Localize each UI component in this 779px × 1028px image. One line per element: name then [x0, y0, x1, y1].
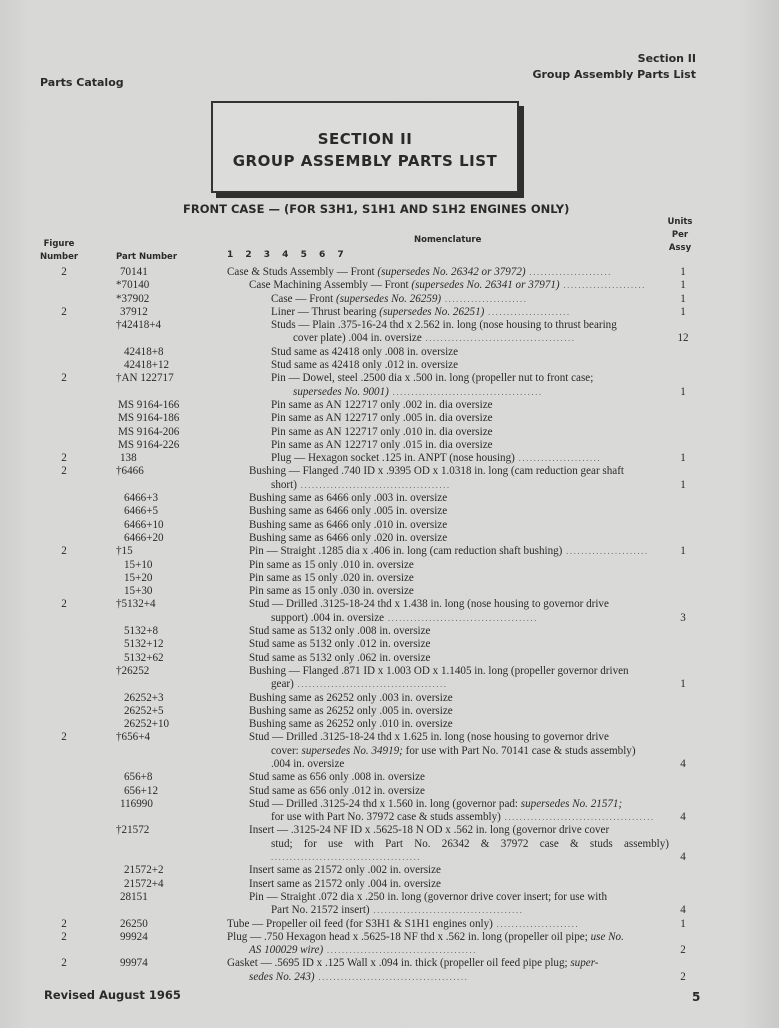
table-row: [0, 492, 779, 505]
nomenclature: [249, 492, 669, 505]
part-number: †26252: [116, 664, 150, 677]
part-number: MS 9164-186: [118, 412, 180, 425]
nomenclature-text: Pin same as AN 122717 only .010 in. dia oversize: [271, 425, 493, 438]
table-row: [0, 665, 779, 692]
column-header-units-line3: Assy: [668, 243, 692, 253]
nomenclature-text: Bushing — Flanged .740 ID x .9395 OD x 1.0318 in. long (cam reduction gear shaft: [249, 465, 624, 478]
table-row: [0, 918, 779, 931]
table-row: [0, 878, 779, 891]
nomenclature-continuation: [249, 745, 669, 758]
nomenclature-continuation: [227, 971, 669, 984]
nomenclature-text: Insert same as 21572 only .004 in. oversize: [249, 877, 441, 890]
table-row: [0, 572, 779, 585]
part-number: 42418+12: [124, 359, 170, 372]
continuation-text: Part No. 21572 insert): [271, 904, 370, 917]
nomenclature-text: Stud — Drilled .3125-18-24 thd x 1.438 in. long (nose housing to governor drive: [249, 598, 609, 611]
nomenclature-text: Stud same as 5132 only .012 in. oversize: [249, 638, 431, 651]
continuation-text: gear): [271, 678, 294, 691]
nomenclature: [271, 306, 669, 319]
nomenclature: [249, 465, 669, 492]
nomenclature-italic-note: (supersedes No. 26251): [379, 305, 485, 318]
leader-dots: ........................................: [369, 905, 524, 916]
nomenclature-text: Bushing same as 26252 only .010 in. oversize: [249, 718, 453, 731]
table-row: [0, 359, 779, 372]
list-subtitle: FRONT CASE — (FOR S3H1, S1H1 AND S1H2 ENGINES ONLY): [183, 202, 570, 216]
nomenclature-continuation: [249, 838, 669, 865]
nomenclature: [249, 718, 669, 731]
part-number: 5132+62: [124, 651, 164, 664]
part-number: †AN 122717: [116, 372, 174, 385]
nomenclature-text: Pin same as AN 122717 only .015 in. dia oversize: [271, 438, 493, 451]
units-per-assembly: 1: [680, 545, 686, 558]
table-row: [0, 306, 779, 319]
nomenclature-continuation: .004 in. oversize: [271, 757, 345, 770]
nomenclature: [271, 372, 669, 399]
nomenclature: [249, 692, 669, 705]
nomenclature: [249, 598, 669, 625]
table-row: [0, 439, 779, 452]
nomenclature: [227, 931, 669, 958]
nomenclature-text: Bushing same as 6466 only .020 in. oversize: [249, 531, 448, 544]
nomenclature: [249, 891, 669, 918]
nomenclature-text: Pin — Straight .072 dia x .250 in. long (governor drive cover insert; for use with: [249, 890, 608, 903]
table-row: [0, 731, 779, 771]
page-number: 5: [692, 990, 701, 1004]
indent-level-numbers: 1 2 3 4 5 6 7: [227, 250, 344, 260]
table-row: [0, 891, 779, 918]
table-row: [0, 585, 779, 598]
table-row: [0, 771, 779, 784]
units-per-assembly: 1: [680, 478, 686, 491]
nomenclature-text: Pin same as AN 122717 only .002 in. dia oversize: [271, 398, 493, 411]
leader-dots: ........................................: [421, 333, 576, 344]
column-header-nomenclature: Nomenclature: [414, 235, 482, 245]
part-number: 26252+3: [124, 691, 164, 704]
figure-number: 2: [61, 598, 67, 611]
column-header-figure-line1: Figure: [43, 239, 75, 249]
nomenclature-text: Stud same as 5132 only .062 in. oversize: [249, 651, 431, 664]
nomenclature: [249, 519, 669, 532]
table-row: [0, 346, 779, 359]
nomenclature: [249, 279, 669, 292]
continuation-text: stud; for use with Part No. 26342 & 37972 case & studs assembly): [271, 837, 669, 850]
nomenclature-text: Insert same as 21572 only .002 in. oversize: [249, 864, 441, 877]
part-number: 26250: [120, 917, 148, 930]
nomenclature-text: Liner — Thrust bearing: [271, 305, 380, 318]
nomenclature: [249, 572, 669, 585]
units-per-assembly: 1: [680, 292, 686, 305]
continuation-text: for use with Part No. 37972 case & studs assembly): [271, 811, 501, 824]
nomenclature-text: Stud same as 42418 only .012 in. oversize: [271, 359, 459, 372]
part-number: 116990: [120, 797, 153, 810]
nomenclature: [271, 412, 669, 425]
part-number: 656+8: [124, 771, 153, 784]
units-per-assembly: 1: [680, 917, 686, 930]
nomenclature-text: Case Machining Assembly — Front: [249, 279, 412, 292]
nomenclature-text: Bushing same as 6466 only .010 in. oversize: [249, 518, 448, 531]
part-number: 656+12: [124, 784, 158, 797]
part-number: 6466+10: [124, 518, 164, 531]
table-row: [0, 399, 779, 412]
table-row: [0, 718, 779, 731]
nomenclature-continuation: [271, 332, 669, 345]
nomenclature: [249, 864, 669, 877]
part-number: MS 9164-206: [118, 425, 180, 438]
table-row: [0, 785, 779, 798]
leader-dots: ........................................: [500, 812, 655, 823]
figure-number: 2: [61, 957, 67, 970]
table-row: [0, 692, 779, 705]
nomenclature: [271, 293, 669, 306]
figure-number: 2: [61, 372, 67, 385]
nomenclature-italic-note: super-: [570, 957, 599, 970]
part-number: 21572+4: [124, 877, 164, 890]
leader-dots: ......................: [562, 546, 649, 557]
nomenclature: [271, 426, 669, 439]
nomenclature-continuation: [249, 612, 669, 625]
part-number: MS 9164-226: [118, 438, 180, 451]
nomenclature-text: Stud same as 42418 only .008 in. oversize: [271, 345, 459, 358]
units-per-assembly: 1: [680, 279, 686, 292]
leader-dots: ......................: [559, 280, 646, 291]
nomenclature-text: Gasket — .5695 ID x .125 Wall x .094 in. thick (propeller oil feed pipe plug;: [227, 957, 571, 970]
leader-dots: ........................................: [296, 479, 451, 490]
nomenclature: [271, 359, 669, 372]
units-per-assembly: 2: [680, 970, 686, 983]
nomenclature: [249, 731, 669, 771]
table-row: [0, 598, 779, 625]
column-header-figure-line2: Number: [40, 252, 79, 262]
part-number: 15+10: [124, 558, 153, 571]
part-number: 26252+10: [124, 718, 170, 731]
table-row: [0, 266, 779, 279]
leader-dots: ........................................: [293, 679, 448, 690]
table-row: [0, 426, 779, 439]
part-number: 70141: [120, 266, 148, 278]
leader-dots: ........................................: [388, 386, 543, 397]
continuation-text: short): [271, 478, 297, 491]
nomenclature-text: Pin same as 15 only .030 in. oversize: [249, 585, 414, 598]
leader-dots: ......................: [441, 293, 528, 304]
units-per-assembly: 2: [680, 944, 686, 957]
figure-number: 2: [61, 545, 67, 558]
nomenclature: [249, 625, 669, 638]
nomenclature: [249, 545, 669, 558]
nomenclature: [249, 665, 669, 692]
continuation-text: cover plate) .004 in. oversize: [293, 332, 422, 345]
nomenclature-italic-note: (supersedes No. 26341 or 37971): [411, 279, 560, 292]
leader-dots: ......................: [492, 918, 580, 929]
nomenclature-text: Pin same as 15 only .010 in. oversize: [249, 558, 414, 571]
part-number: *37902: [116, 292, 150, 305]
column-header-units-line2: Per: [671, 230, 689, 240]
table-row: [0, 864, 779, 877]
units-per-assembly: 1: [680, 678, 686, 691]
nomenclature: [271, 399, 669, 412]
leader-dots: ......................: [484, 306, 571, 317]
table-row: [0, 824, 779, 864]
figure-number: 2: [61, 917, 67, 930]
nomenclature-text: Stud same as 656 only .012 in. oversize: [249, 784, 425, 797]
table-row: [0, 279, 779, 292]
nomenclature-continuation: [249, 479, 669, 492]
leader-dots: ........................................: [323, 945, 477, 956]
figure-number: 2: [61, 266, 67, 278]
part-number: 6466+5: [124, 505, 158, 518]
nomenclature: [249, 878, 669, 891]
section-title: GROUP ASSEMBLY PARTS LIST: [232, 152, 498, 170]
nomenclature-text: Pin same as 15 only .020 in. oversize: [249, 571, 414, 584]
parts-list: [0, 266, 779, 984]
part-number: †15: [116, 545, 133, 558]
table-row: [0, 559, 779, 572]
header-section-label: Section II: [637, 52, 696, 65]
running-header-left: Parts Catalog: [40, 76, 124, 89]
nomenclature-text: Plug — Hexagon socket .125 in. ANPT (nose housing): [271, 452, 515, 465]
nomenclature-text: Studs — Plain .375-16-24 thd x 2.562 in. long (nose housing to thrust bearing: [271, 319, 617, 332]
section-title-box: [211, 101, 519, 193]
nomenclature-continuation: [271, 386, 669, 399]
nomenclature: [271, 439, 669, 452]
nomenclature: [249, 638, 669, 651]
figure-number: 2: [61, 452, 67, 465]
part-number: †6466: [116, 465, 144, 478]
units-per-assembly: 3: [680, 611, 686, 624]
nomenclature: [249, 798, 669, 825]
part-number: 15+20: [124, 571, 153, 584]
nomenclature-continuation: [249, 678, 669, 691]
continuation-italic-note: sedes No. 243): [249, 970, 315, 983]
table-row: [0, 931, 779, 958]
nomenclature-text: Bushing — Flanged .871 ID x 1.003 OD x 1.1405 in. long (propeller governor driven: [249, 664, 629, 677]
figure-number: 2: [61, 731, 67, 744]
nomenclature-text: Bushing same as 26252 only .003 in. oversize: [249, 691, 453, 704]
units-per-assembly: 4: [680, 851, 686, 864]
nomenclature-text: Stud — Drilled .3125-18-24 thd x 1.625 in. long (nose housing to governor drive: [249, 731, 609, 744]
figure-number: 2: [61, 465, 67, 478]
nomenclature-continuation: [249, 811, 669, 824]
nomenclature-text: Pin same as AN 122717 only .005 in. dia oversize: [271, 412, 493, 425]
nomenclature: [271, 319, 669, 346]
column-header-figure: [40, 238, 78, 264]
leader-dots: ........................................: [314, 971, 469, 982]
units-per-assembly: 1: [680, 452, 686, 465]
nomenclature: [249, 532, 669, 545]
part-number: 99974: [120, 957, 148, 970]
nomenclature-text: Plug — .750 Hexagon head x .5625-18 NF thd x .562 in. long (propeller oil pipe;: [227, 930, 591, 943]
units-per-assembly: 1: [680, 305, 686, 318]
table-row: [0, 638, 779, 651]
part-number: †21572: [116, 824, 150, 837]
part-number: 6466+20: [124, 531, 164, 544]
part-number: †5132+4: [116, 598, 156, 611]
units-per-assembly: 4: [680, 757, 686, 770]
table-row: [0, 652, 779, 665]
part-number: 28151: [120, 890, 148, 903]
nomenclature-text: Bushing same as 26252 only .005 in. oversize: [249, 704, 453, 717]
revision-date: Revised August 1965: [44, 988, 181, 1002]
part-number: *70140: [116, 279, 150, 292]
part-number: 99924: [120, 930, 148, 943]
table-row: [0, 465, 779, 492]
table-row: [0, 545, 779, 558]
leader-dots: ........................................: [384, 612, 538, 623]
nomenclature-text: Case & Studs Assembly — Front: [227, 266, 378, 278]
nomenclature-text: Insert — .3125-24 NF ID x .5625-18 N OD x .562 in. long (governor drive cover: [249, 824, 610, 837]
part-number: 15+30: [124, 585, 153, 598]
part-number: 138: [120, 452, 137, 465]
nomenclature-text: Stud same as 5132 only .008 in. oversize: [249, 625, 431, 638]
part-number: 5132+8: [124, 625, 158, 638]
continuation-italic-note: supersedes No. 34919;: [301, 744, 403, 757]
section-number: SECTION II: [317, 130, 413, 148]
nomenclature: [249, 559, 669, 572]
part-number: †656+4: [116, 731, 150, 744]
nomenclature-text: Bushing same as 6466 only .003 in. oversize: [249, 492, 448, 505]
leader-dots: ......................: [514, 453, 602, 464]
part-number: 6466+3: [124, 492, 158, 505]
nomenclature: [249, 585, 669, 598]
nomenclature-text: Pin — Straight .1285 dia x .406 in. long (cam reduction shaft bushing): [249, 545, 563, 558]
nomenclature-continuation: [227, 944, 669, 957]
figure-number: 2: [61, 930, 67, 943]
part-number: MS 9164-166: [118, 398, 180, 411]
leader-dots: ........................................: [271, 852, 421, 863]
part-number: 26252+5: [124, 704, 164, 717]
part-number: 5132+12: [124, 638, 164, 651]
table-row: [0, 519, 779, 532]
column-header-part-number: Part Number: [116, 252, 178, 262]
units-per-assembly: 12: [677, 332, 689, 345]
units-per-assembly: 4: [680, 904, 686, 917]
nomenclature: [271, 452, 669, 465]
units-per-assembly: 4: [680, 811, 686, 824]
continuation-text: cover:: [271, 744, 302, 757]
table-row: [0, 412, 779, 425]
running-header-right: [532, 51, 696, 83]
part-number: 21572+2: [124, 864, 164, 877]
continuation-italic-note: supersedes No. 9001): [293, 385, 389, 398]
continuation-text: for use with Part No. 70141 case & studs assembly): [402, 744, 636, 757]
nomenclature: [249, 824, 669, 864]
nomenclature: [249, 505, 669, 518]
table-row: [0, 319, 779, 346]
nomenclature: [249, 785, 669, 798]
nomenclature-text: Tube — Propeller oil feed (for S3H1 & S1H1 engines only): [227, 917, 493, 930]
nomenclature: [227, 266, 669, 279]
table-row: [0, 625, 779, 638]
table-row: [0, 957, 779, 984]
table-row: [0, 705, 779, 718]
continuation-italic-note: AS 100029 wire): [249, 944, 324, 957]
continuation-text: support) .004 in. oversize: [271, 611, 385, 624]
nomenclature: [249, 652, 669, 665]
nomenclature: [227, 957, 669, 984]
nomenclature-text: Stud same as 656 only .008 in. oversize: [249, 771, 425, 784]
nomenclature-italic-note: supersedes No. 21571;: [520, 797, 623, 810]
nomenclature-text: Stud — Drilled .3125-24 thd x 1.560 in. long (governor pad:: [249, 797, 521, 810]
nomenclature-italic-note: (supersedes No. 26259): [336, 292, 442, 305]
figure-number: 2: [61, 305, 67, 318]
part-number: 42418+8: [124, 345, 164, 358]
column-header-units: [664, 216, 696, 255]
nomenclature: [271, 346, 669, 359]
nomenclature-italic-note: use No.: [590, 930, 624, 943]
table-row: [0, 293, 779, 306]
column-header-units-line1: Units: [667, 217, 693, 227]
header-section-title: Group Assembly Parts List: [532, 68, 696, 81]
nomenclature: [249, 705, 669, 718]
part-number: †42418+4: [116, 319, 162, 332]
units-per-assembly: 1: [680, 266, 686, 278]
nomenclature-text: Bushing same as 6466 only .005 in. oversize: [249, 505, 448, 518]
nomenclature: [249, 771, 669, 784]
table-row: [0, 452, 779, 465]
nomenclature-text: Case — Front: [271, 292, 337, 305]
table-row: [0, 532, 779, 545]
table-row: [0, 372, 779, 399]
leader-dots: ......................: [525, 267, 612, 277]
part-number: 37912: [120, 305, 148, 318]
table-row: [0, 798, 779, 825]
nomenclature-italic-note: (supersedes No. 26342 or 37972): [377, 266, 526, 278]
nomenclature-text: Pin — Dowel, steel .2500 dia x .500 in. long (propeller nut to front case;: [271, 372, 594, 385]
units-per-assembly: 1: [680, 385, 686, 398]
nomenclature-continuation: [249, 904, 669, 917]
nomenclature: [227, 918, 669, 931]
table-row: [0, 505, 779, 518]
